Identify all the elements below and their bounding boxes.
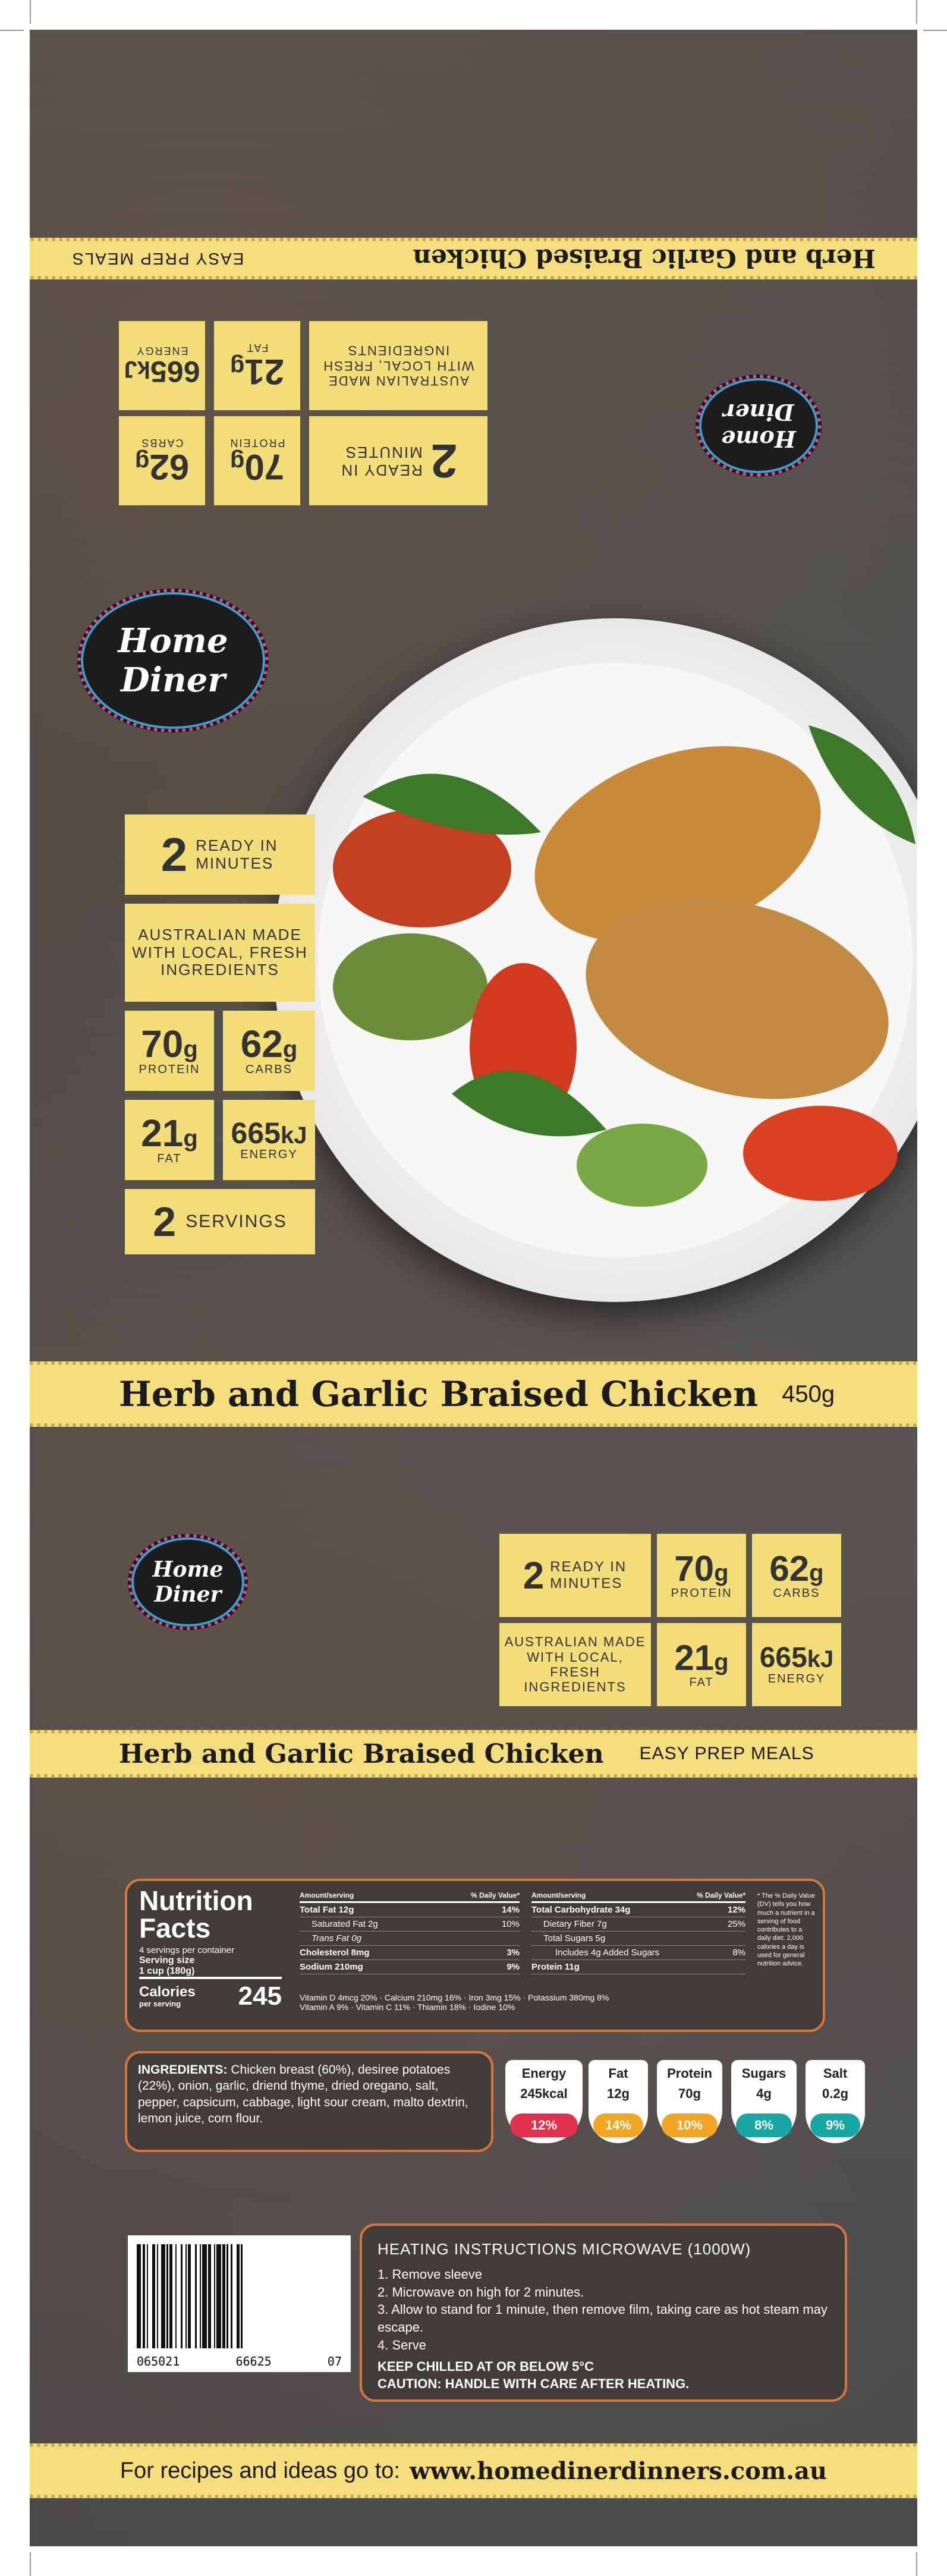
barcode-bar xyxy=(237,2244,240,2348)
carbs-unit: g xyxy=(809,1559,824,1586)
tagline: EASY PREP MEALS xyxy=(71,250,244,268)
tomato-icon xyxy=(743,1106,898,1201)
gda-label: Fat xyxy=(608,2066,628,2081)
tile-fat-main xyxy=(125,1100,214,1180)
barcode-bar xyxy=(185,2244,187,2348)
heating-title: HEATING INSTRUCTIONS MICROWAVE (1000W) xyxy=(377,2240,751,2258)
tile-carbs xyxy=(119,416,205,505)
energy-unit: kJ xyxy=(124,356,151,383)
top-title-band xyxy=(30,238,917,279)
footer-prefix: For recipes and ideas go to: xyxy=(119,2458,400,2483)
cucumber-icon xyxy=(577,1124,707,1207)
nutrient-dv: 8% xyxy=(732,1948,745,1958)
gda-salt xyxy=(806,2060,865,2143)
heating-step: 4. Serve xyxy=(377,2337,426,2352)
brand-logo xyxy=(77,589,269,732)
nutrient-dv: 10% xyxy=(501,1919,520,1929)
barcode-bar xyxy=(161,2244,165,2348)
product-name: Herb and Garlic Braised Chicken xyxy=(119,1738,604,1769)
tile-ready-main xyxy=(125,814,315,895)
gda-value: 245kcal xyxy=(520,2086,568,2101)
carbs-label: CARBS xyxy=(246,1063,292,1076)
tagline: EASY PREP MEALS xyxy=(639,1744,814,1763)
fat-label: FAT xyxy=(246,342,269,354)
fat-number: 21 xyxy=(244,352,285,392)
local-label: AUSTRALIAN MADE WITH LOCAL, FRESH INGREDIENTS xyxy=(132,925,308,979)
nutrient-label: Protein 11g xyxy=(531,1962,580,1972)
fat-number: 21 xyxy=(141,1112,184,1155)
fat-label: FAT xyxy=(157,1152,182,1165)
fat-unit: g xyxy=(714,1649,729,1675)
ready-number: 2 xyxy=(523,1554,545,1597)
heating-instructions-panel xyxy=(360,2223,847,2402)
tile-local-2 xyxy=(499,1623,651,1706)
logo-line2: Diner xyxy=(723,399,794,426)
product-name: Herb and Garlic Braised Chicken xyxy=(413,244,876,273)
gda-value: 12g xyxy=(607,2086,630,2101)
protein-unit: g xyxy=(183,1036,198,1062)
nutrient-label: Total Carbohydrate 34g xyxy=(531,1905,631,1915)
gda-percent: 9% xyxy=(810,2113,860,2137)
heating-step: 2. Microwave on high for 2 minutes. xyxy=(377,2284,584,2300)
ready-label: READY IN MINUTES xyxy=(196,836,278,872)
energy-unit: kJ xyxy=(807,1646,834,1672)
gda-value: 4g xyxy=(756,2086,772,2101)
nutrient-dv: 9% xyxy=(506,1962,520,1972)
nutrition-title-2: Facts xyxy=(139,1913,211,1943)
protein-unit: g xyxy=(714,1559,729,1586)
gda-label: Sugars xyxy=(741,2066,786,2081)
logo-line1: Home xyxy=(721,426,796,452)
barcode-digits-left: 065021 xyxy=(137,2354,180,2369)
gda-protein xyxy=(657,2060,722,2143)
micronutrients xyxy=(300,1993,751,2012)
product-name: Herb and Garlic Braised Chicken xyxy=(119,1374,759,1414)
gda-percent: 8% xyxy=(736,2113,792,2137)
barcode-digits-mid: 66625 xyxy=(235,2354,272,2369)
brand-logo-flipped xyxy=(696,375,822,477)
heating-step: 1. Remove sleeve xyxy=(377,2267,483,2282)
logo-line1: Home xyxy=(152,1557,224,1582)
nutrition-left-table xyxy=(300,1889,520,1974)
crop-mark xyxy=(916,0,917,24)
amount-header: Amount/serving xyxy=(300,1891,354,1899)
barcode-bar xyxy=(188,2244,191,2348)
ready-number: 2 xyxy=(161,828,188,881)
nutrient-dv: 12% xyxy=(727,1905,745,1915)
micros-line-2: Vitamin A 9% · Vitamin C 11% · Thiamin 18% · Iodine 10% xyxy=(300,2002,515,2012)
tile-energy-main xyxy=(223,1100,315,1180)
crop-mark xyxy=(923,30,947,31)
fat-unit: g xyxy=(183,1125,198,1152)
carbs-unit: g xyxy=(282,1036,298,1062)
carbs-number: 62 xyxy=(769,1548,810,1589)
tile-carbs-main xyxy=(223,1011,315,1091)
barcode-bar xyxy=(222,2244,225,2348)
ready-label: READY IN MINUTES xyxy=(550,1559,627,1591)
tile-carbs-2 xyxy=(752,1534,841,1617)
fat-unit: g xyxy=(229,354,245,381)
carbs-unit: g xyxy=(134,449,150,476)
micros-line-1: Vitamin D 4mcg 20% · Calcium 210mg 16% · Iron 3mg 15% · Potassium 380mg 8% xyxy=(300,1993,609,2002)
caution-note: CAUTION: HANDLE WITH CARE AFTER HEATING. xyxy=(377,2376,690,2392)
product-weight: 450g xyxy=(782,1380,835,1407)
tile-local xyxy=(309,321,487,410)
tile-fat xyxy=(214,321,300,410)
barcode-bar xyxy=(216,2244,221,2348)
serving-size-label: Serving size xyxy=(139,1955,195,1965)
energy-label: ENERGY xyxy=(240,1148,298,1161)
tile-fat-2 xyxy=(657,1623,746,1706)
carbs-number: 62 xyxy=(240,1023,283,1065)
servings-label: SERVINGS xyxy=(185,1211,287,1231)
barcode-bar xyxy=(231,2244,232,2348)
ingredients-heading: INGREDIENTS: xyxy=(138,2063,228,2077)
nutrient-dv: 25% xyxy=(727,1919,745,1929)
barcode-bar xyxy=(241,2244,242,2348)
nutrient-label: Trans Fat 0g xyxy=(312,1933,361,1943)
website-link[interactable]: www.homedinerdinners.com.au xyxy=(409,2457,828,2485)
carbs-label: CARBS xyxy=(773,1586,820,1600)
nutrient-label: Dietary Fiber 7g xyxy=(543,1919,607,1929)
gda-label: Protein xyxy=(667,2066,712,2081)
nutrient-label: Cholesterol 8mg xyxy=(300,1948,370,1958)
gda-value: 70g xyxy=(678,2086,701,2101)
nutrition-title: Nutrition xyxy=(139,1885,253,1916)
barcode-bar xyxy=(202,2244,206,2348)
nutrient-label: Sodium 210mg xyxy=(300,1962,363,1972)
barcode-bar xyxy=(200,2244,201,2348)
barcode-bar xyxy=(181,2244,182,2348)
dv-header: % Daily Value* xyxy=(470,1891,520,1899)
tile-protein-2 xyxy=(657,1534,746,1617)
barcode-bar xyxy=(157,2244,158,2348)
tile-protein xyxy=(214,416,300,505)
barcode-bar xyxy=(147,2244,148,2348)
tile-servings xyxy=(125,1189,315,1254)
servings-per-container: 4 servings per container xyxy=(139,1945,235,1955)
logo-line1: Home xyxy=(118,621,228,660)
barcode-bar xyxy=(214,2244,215,2348)
local-label: AUSTRALIAN MADE WITH LOCAL, FRESH INGREDIENTS xyxy=(504,1634,646,1695)
protein-unit: g xyxy=(229,449,245,476)
tile-energy-2 xyxy=(752,1623,841,1706)
crop-mark xyxy=(30,0,31,24)
tile-protein-main xyxy=(125,1011,214,1091)
gda-percent: 12% xyxy=(510,2113,578,2137)
calories-value: 245 xyxy=(238,1981,282,2011)
fat-label: FAT xyxy=(689,1675,714,1689)
energy-label: ENERGY xyxy=(136,345,188,357)
gda-percent: 14% xyxy=(593,2113,643,2137)
nutrient-dv: 14% xyxy=(501,1905,520,1915)
protein-number: 70 xyxy=(141,1023,184,1065)
servings-number: 2 xyxy=(153,1199,177,1245)
energy-label: ENERGY xyxy=(767,1672,826,1685)
protein-number: 70 xyxy=(244,447,285,487)
barcode-bars xyxy=(137,2244,342,2348)
chicken-salad-illustration xyxy=(273,618,917,1302)
gda-percent: 10% xyxy=(662,2113,718,2137)
barcode-bar xyxy=(195,2244,196,2348)
tile-energy xyxy=(119,321,205,410)
barcode-bar xyxy=(208,2244,211,2348)
logo-line2: Diner xyxy=(154,1582,222,1607)
nutrient-label: Total Sugars 5g xyxy=(543,1933,606,1943)
carbs-number: 62 xyxy=(149,447,190,487)
ready-label: READY IN MINUTES xyxy=(340,444,423,479)
nutrition-facts-panel xyxy=(125,1879,825,2032)
local-label: AUSTRALIAN MADE WITH LOCAL, FRESH INGREDIENTS xyxy=(322,343,474,388)
nutrient-dv: 3% xyxy=(506,1948,520,1958)
tile-ready xyxy=(309,416,487,505)
gda-label: Salt xyxy=(823,2066,848,2081)
nutrient-label: Includes 4g Added Sugars xyxy=(555,1948,660,1958)
carbs-label: CARBS xyxy=(140,437,184,449)
energy-number: 665 xyxy=(231,1116,281,1150)
barcode-bar xyxy=(166,2244,168,2348)
footer-band xyxy=(30,2443,917,2498)
barcode-bar xyxy=(152,2244,155,2348)
food-plate-image xyxy=(273,618,917,1302)
gda-energy xyxy=(505,2060,583,2143)
ready-number: 2 xyxy=(430,435,458,487)
nutrition-right-table xyxy=(531,1889,745,1974)
gda-sugars xyxy=(731,2060,797,2143)
protein-label: PROTEIN xyxy=(671,1586,732,1600)
crop-mark xyxy=(916,2552,917,2576)
tile-local-main xyxy=(125,904,315,1002)
crop-mark xyxy=(0,30,24,31)
energy-number: 665 xyxy=(759,1641,807,1674)
protein-label: PROTEIN xyxy=(139,1063,200,1076)
nutrient-label: Saturated Fat 2g xyxy=(312,1919,378,1929)
serving-size-value: 1 cup (180g) xyxy=(139,1966,282,1979)
second-title-band xyxy=(30,1730,917,1778)
barcode-digits-right: 07 xyxy=(327,2354,342,2369)
tile-ready-2 xyxy=(499,1534,651,1617)
dv-header: % Daily Value* xyxy=(696,1891,745,1899)
energy-unit: kJ xyxy=(280,1122,307,1149)
fat-number: 21 xyxy=(674,1637,715,1678)
barcode-bar xyxy=(143,2244,146,2348)
energy-number: 665 xyxy=(150,355,200,389)
protein-label: PROTEIN xyxy=(229,437,285,449)
gda-value: 0.2g xyxy=(822,2086,849,2101)
dv-footnote: * The % Daily Value (DV) tells you how much a nutrient in a serving of food contributes to a daily diet. 2,000 calories a day is used for general nutrition advice. xyxy=(757,1892,815,1968)
barcode xyxy=(128,2235,351,2372)
main-title-band xyxy=(30,1361,917,1427)
brand-logo-small xyxy=(128,1534,248,1630)
crop-mark xyxy=(30,2552,31,2576)
gda-label: Energy xyxy=(521,2066,567,2081)
heating-step: 3. Allow to stand for 1 minute, then remove film, taking care as hot steam may escape. xyxy=(377,2302,828,2335)
barcode-bar xyxy=(169,2244,172,2348)
calories-sub: per serving xyxy=(139,1999,181,2008)
protein-number: 70 xyxy=(674,1548,715,1589)
calories-label: Calories xyxy=(139,1983,196,2000)
chill-note: KEEP CHILLED AT OR BELOW 5°C xyxy=(377,2358,594,2374)
amount-header: Amount/serving xyxy=(531,1891,586,1899)
barcode-bar xyxy=(137,2244,141,2348)
ingredients-panel xyxy=(125,2051,493,2152)
nutrient-label: Total Fat 12g xyxy=(300,1905,354,1915)
barcode-bar xyxy=(175,2244,177,2348)
logo-line2: Diner xyxy=(121,660,225,700)
ingredients-text: Chicken breast (60%), desiree potatoes (22%), onion, garlic, driend thyme, dried oregano, salt, pepper, capsicum, cabbage, light sour cream, malto dextrin, lemon juice, corn flour. xyxy=(138,2063,468,2125)
packaging-panel xyxy=(30,30,917,2546)
gda-fat xyxy=(589,2060,648,2143)
barcode-bar xyxy=(226,2244,228,2348)
top-tiles-flipped xyxy=(119,321,487,505)
